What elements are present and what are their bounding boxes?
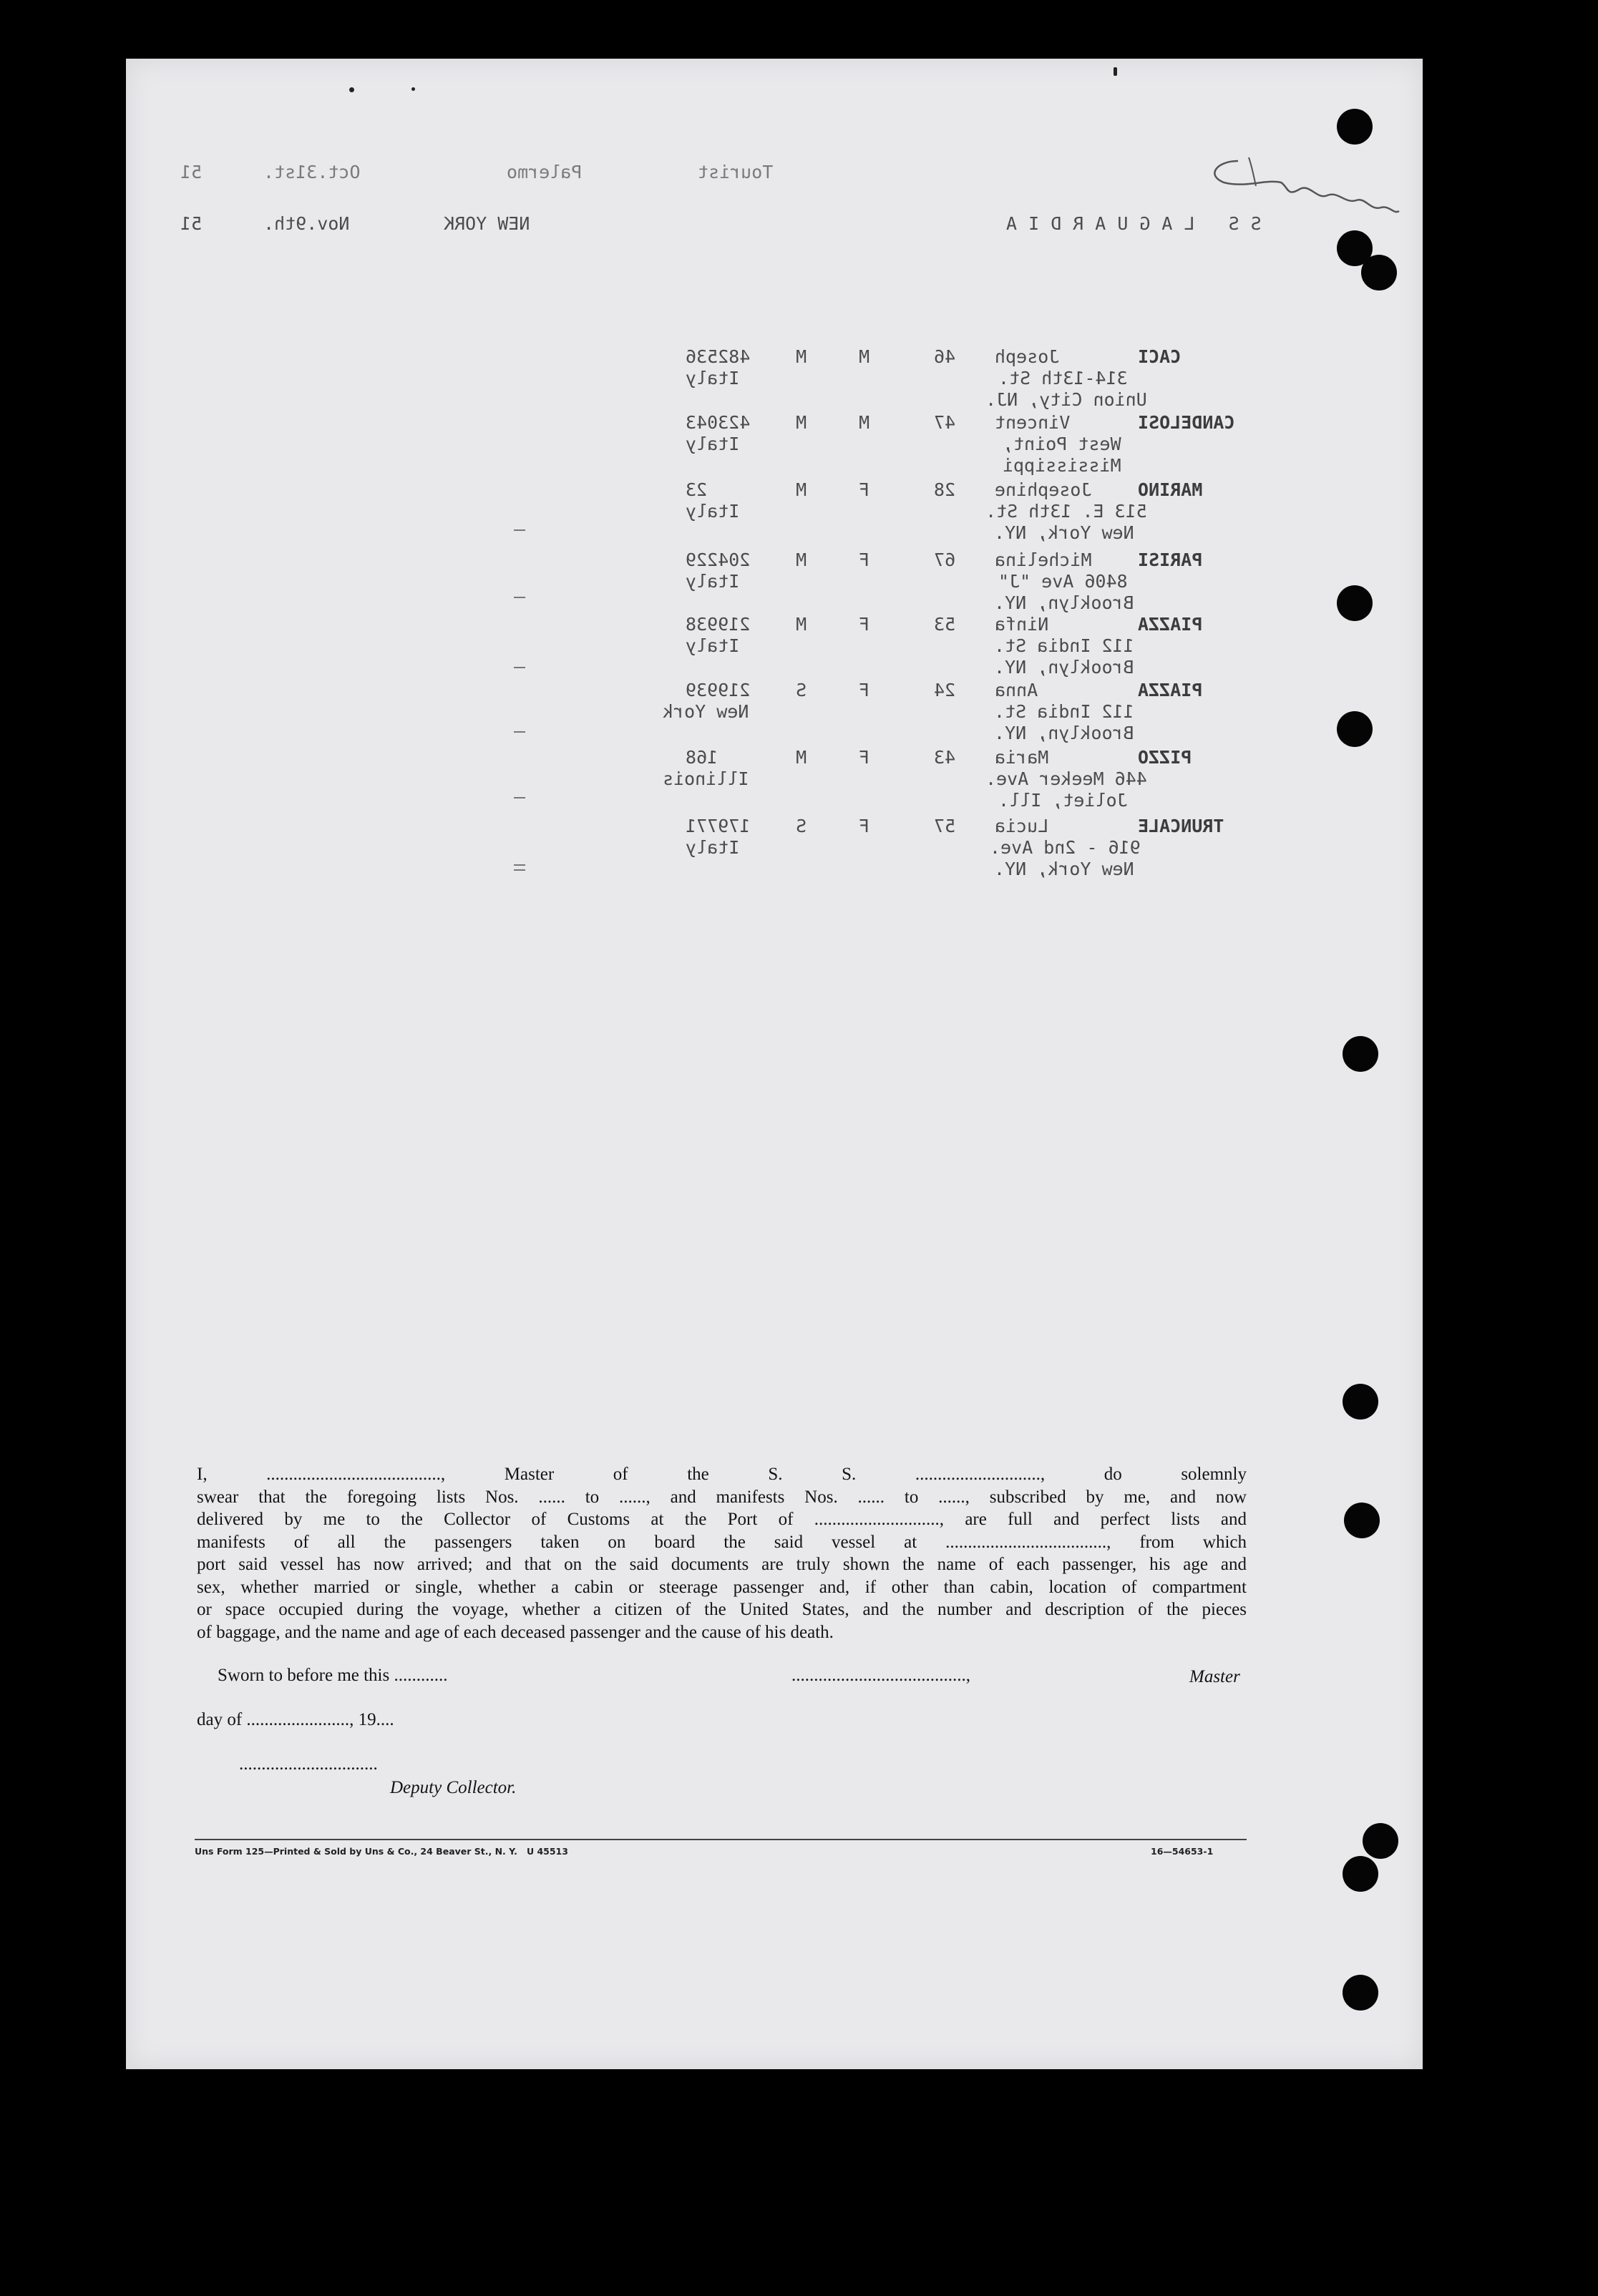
passenger-age: 43 bbox=[934, 747, 956, 768]
row-tick bbox=[514, 667, 525, 668]
passenger-address-line: 314-13th St. bbox=[998, 368, 1128, 389]
bleed-port: NEW YORK bbox=[444, 213, 530, 234]
passenger-country: Italy bbox=[686, 571, 740, 592]
passenger-number: 23 bbox=[686, 479, 708, 500]
passenger-address-line: Mississippi bbox=[1003, 455, 1121, 476]
passenger-sex: F bbox=[859, 479, 870, 500]
oath-line: of baggage, and the name and age of each deceased passenger and the cause of his death. bbox=[197, 1622, 834, 1642]
row-tick bbox=[514, 597, 525, 598]
oath-line: I, ......................................., Master of the S. S. ............................, do solemnly bbox=[197, 1465, 1247, 1484]
passenger-address-line: Brooklyn, NY. bbox=[994, 592, 1134, 613]
passenger-surname: CANDELOSI bbox=[1138, 412, 1235, 433]
passenger-country: Italy bbox=[686, 434, 740, 454]
punch-hole bbox=[1337, 711, 1373, 747]
bleed-date: Oct.31st. bbox=[263, 162, 361, 182]
ink-speck bbox=[349, 87, 354, 92]
passenger-status: M bbox=[796, 747, 807, 768]
passenger-age: 24 bbox=[934, 680, 956, 700]
passenger-country: Italy bbox=[686, 501, 740, 522]
passenger-age: 28 bbox=[934, 479, 956, 500]
ink-speck bbox=[411, 87, 415, 91]
bleed-port: Palermo bbox=[507, 162, 583, 182]
master-oath bbox=[197, 1463, 1247, 1643]
passenger-address-line: Brooklyn, NY. bbox=[994, 723, 1134, 743]
punch-hole bbox=[1361, 255, 1397, 290]
passenger-given-name: Michelina bbox=[995, 549, 1092, 570]
form-number: 16—54653-1 bbox=[1151, 1846, 1214, 1857]
passenger-address-line: Brooklyn, NY. bbox=[994, 657, 1134, 678]
passenger-sex: M bbox=[859, 346, 870, 367]
punch-hole bbox=[1344, 1503, 1380, 1538]
passenger-age: 67 bbox=[934, 549, 956, 570]
passenger-age: 57 bbox=[934, 816, 956, 836]
passenger-sex: F bbox=[859, 816, 870, 836]
passenger-status: S bbox=[796, 680, 807, 700]
passenger-country: Italy bbox=[686, 837, 740, 858]
passenger-surname: MARINO bbox=[1138, 479, 1203, 500]
punch-hole bbox=[1343, 1384, 1378, 1420]
passenger-sex: F bbox=[859, 747, 870, 768]
oath-line: delivered by me to the Collector of Customs at the Port of ............................, are full and perfect lists and bbox=[197, 1510, 1247, 1529]
oath-line: swear that the foregoing lists Nos. ...... to ......, and manifests Nos. ...... to ......, subscribed by me, and now bbox=[197, 1487, 1247, 1507]
passenger-given-name: Ninfa bbox=[995, 614, 1049, 635]
bleed-year: 51 bbox=[180, 213, 203, 234]
row-tick bbox=[514, 864, 525, 866]
passenger-address-line: New York, NY. bbox=[994, 522, 1134, 543]
form-imprint: Uns Form 125—Printed & Sold by Uns & Co., 24 Beaver St., N. Y. U 45513 bbox=[195, 1846, 568, 1857]
passenger-age: 53 bbox=[934, 614, 956, 635]
passenger-address-line: 446 Meeker Ave. bbox=[985, 768, 1147, 789]
sworn-line: Sworn to before me this ............ bbox=[218, 1666, 448, 1685]
passenger-address-line: 513 E. 13th St. bbox=[985, 501, 1147, 522]
passenger-status: M bbox=[796, 346, 807, 367]
passenger-address-line: 916 - 2nd Ave. bbox=[990, 837, 1141, 858]
passenger-sex: F bbox=[859, 614, 870, 635]
passenger-number: 168 bbox=[686, 747, 718, 768]
passenger-surname: PARISI bbox=[1138, 549, 1203, 570]
oath-line: sex, whether married or single, whether a cabin or steerage passenger and, if other than cabin, location of compartment bbox=[197, 1577, 1247, 1597]
passenger-number: 179771 bbox=[686, 816, 751, 836]
passenger-country: New York bbox=[663, 701, 749, 722]
punch-hole bbox=[1337, 585, 1373, 621]
passenger-given-name: Anna bbox=[995, 680, 1038, 700]
deputy-signature-line: ............................... bbox=[239, 1754, 378, 1774]
passenger-address-line: New York, NY. bbox=[994, 859, 1134, 879]
punch-hole bbox=[1343, 1036, 1378, 1072]
passenger-number: 423043 bbox=[686, 412, 751, 433]
passenger-surname: TRUNCALE bbox=[1138, 816, 1224, 836]
passenger-address-line: West Point, bbox=[1003, 434, 1121, 454]
passenger-given-name: Josephine bbox=[995, 479, 1092, 500]
passenger-address-line: 112 India St. bbox=[994, 701, 1134, 722]
passenger-given-name: Joseph bbox=[995, 346, 1060, 367]
oath-line: manifests of all the passengers taken on board the said vessel at ...................................., from which bbox=[197, 1532, 1247, 1552]
passenger-country: Italy bbox=[686, 635, 740, 656]
passenger-address-line: 8406 Ave "J" bbox=[998, 571, 1128, 592]
passenger-surname: PIAZZA bbox=[1138, 614, 1203, 635]
row-tick bbox=[514, 529, 525, 531]
passenger-sex: F bbox=[859, 680, 870, 700]
passenger-given-name: Maria bbox=[995, 747, 1049, 768]
ink-speck bbox=[1114, 67, 1117, 76]
passenger-surname: PIAZZA bbox=[1138, 680, 1203, 700]
passenger-given-name: Lucia bbox=[995, 816, 1049, 836]
passenger-age: 46 bbox=[934, 346, 956, 367]
passenger-sex: F bbox=[859, 549, 870, 570]
passenger-status: M bbox=[796, 479, 807, 500]
punch-hole bbox=[1363, 1823, 1398, 1859]
row-tick bbox=[514, 797, 525, 798]
bleed-class: Tourist bbox=[698, 162, 774, 182]
punch-hole bbox=[1343, 1975, 1378, 2011]
passenger-address-line: Union City, NJ. bbox=[985, 389, 1147, 410]
passenger-number: 219938 bbox=[686, 614, 751, 635]
master-label: Master bbox=[1189, 1667, 1240, 1686]
oath-line: port said vessel has now arrived; and that on the said documents are truly shown the name of each passenger, his age and bbox=[197, 1555, 1247, 1574]
punch-hole bbox=[1337, 109, 1373, 145]
bleed-ship: SS LAGUARDIA bbox=[995, 213, 1262, 234]
oath-line: or space occupied during the voyage, whether a citizen of the United States, and the number and description of the pieces bbox=[197, 1600, 1247, 1619]
bleed-date: Nov.9th. bbox=[263, 213, 350, 234]
passenger-surname: PIZZO bbox=[1138, 747, 1192, 768]
footer-rule bbox=[195, 1839, 1247, 1840]
passenger-country: Illinois bbox=[663, 768, 749, 789]
passenger-status: M bbox=[796, 614, 807, 635]
deputy-label: Deputy Collector. bbox=[390, 1778, 517, 1797]
passenger-sex: M bbox=[859, 412, 870, 433]
row-tick bbox=[514, 731, 525, 733]
row-tick bbox=[514, 869, 525, 871]
day-of-line: day of ......................., 19.... bbox=[197, 1710, 394, 1729]
passenger-number: 482536 bbox=[686, 346, 751, 367]
master-signature-line: ......................................., bbox=[791, 1666, 970, 1685]
passenger-age: 47 bbox=[934, 412, 956, 433]
passenger-status: S bbox=[796, 816, 807, 836]
passenger-surname: CACI bbox=[1138, 346, 1182, 367]
passenger-address-line: Joliet, Ill. bbox=[998, 790, 1128, 811]
passenger-country: Italy bbox=[686, 368, 740, 389]
passenger-status: M bbox=[796, 549, 807, 570]
passenger-number: 219939 bbox=[686, 680, 751, 700]
bleed-year: 51 bbox=[180, 162, 203, 182]
passenger-number: 204229 bbox=[686, 549, 751, 570]
punch-hole bbox=[1343, 1856, 1378, 1892]
passenger-given-name: Vincent bbox=[995, 412, 1071, 433]
passenger-status: M bbox=[796, 412, 807, 433]
passenger-address-line: 112 India St. bbox=[994, 635, 1134, 656]
